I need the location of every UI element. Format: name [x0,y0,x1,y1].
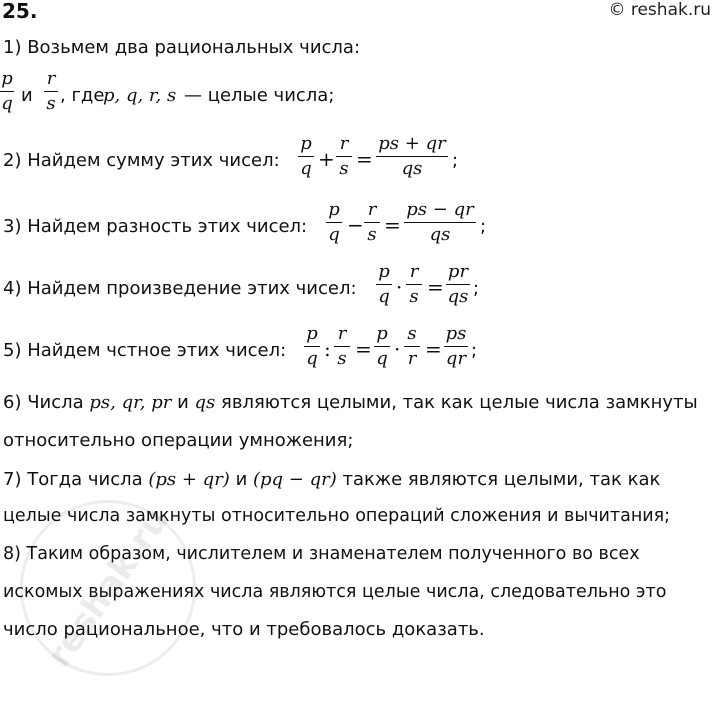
step2-text: 2) Найдем сумму этих чисел: [3,150,280,171]
step5-f4-den: r [407,348,417,369]
step4-f2 [406,261,422,308]
step1-end: — целые числа; [184,85,335,106]
step1-text: 1) Возьмем два рациональных числа: [3,37,361,58]
step6-v1: ps, qr, pr [89,392,172,413]
step5-f2-den: s [337,348,347,369]
step8-line2: искомых выражениях числа являются целые числа, следовательно это [3,582,667,602]
step1-vars: p, q, r, s [103,85,177,106]
step5-f3-num: p [376,323,388,344]
step1-conj: и [21,85,33,106]
step2-result-den: qs [401,158,423,179]
step4-f2-den: s [409,286,419,307]
step2-f2-num: r [339,133,349,154]
step6-c: являются целыми, так как целые числа замкнуты [221,392,698,413]
step2-end: ; [452,150,459,171]
step3-f1-num: p [328,199,340,220]
step6-b: и [177,392,189,413]
step5-f3 [374,323,390,370]
step5-result-den: qr [445,348,467,369]
step5-op2: · [394,337,401,361]
step1-frac1-num: p [1,68,13,89]
step3-f2 [364,199,380,246]
step7-line2: целые числа замкнуты относительно операций сложения и вычитания; [3,506,671,526]
step2-f1-num: p [300,133,312,154]
step1-frac1-den: q [1,93,13,114]
step3-text: 3) Найдем разность этих чисел: [3,216,308,237]
step4-f1 [376,261,392,308]
step5-f3-den: q [376,348,388,369]
step1-frac2-den: s [46,93,56,114]
step4-op: · [396,275,403,299]
step5-f1-den: q [306,348,318,369]
problem-number: 25. [2,0,38,23]
step2-op: + [318,147,335,171]
step5-f4-num: s [407,323,417,344]
step7-line1 [3,469,660,490]
step1-frac2-num: r [46,68,56,89]
step5-text: 5) Найдем чстное этих чисел: [3,340,287,361]
step3-result-num: ps − qr [406,199,474,220]
step5-eq2: = [425,337,442,361]
step5-op: : [324,337,331,361]
step7-e2: (pq − qr) [253,469,337,490]
step5-result [444,323,468,370]
step4-end: ; [473,278,480,299]
step6-v2: qs [194,392,216,413]
step3-end: ; [480,216,487,237]
step2-f2-den: s [339,158,349,179]
step2-eq: = [356,147,373,171]
step5-f1 [304,323,320,370]
step5-eq1: = [355,337,372,361]
step5-f1-num: p [306,323,318,344]
step3-f1-den: q [328,224,340,245]
step4-result [446,261,470,308]
step3-op: − [347,213,364,237]
step7-a: 7) Тогда числа [3,469,143,490]
step4-text: 4) Найдем произведение этих чисел: [3,278,357,299]
step2-f1-den: q [300,158,312,179]
step1-frac2 [44,68,58,115]
step3-f1 [326,199,342,246]
step1-where: , где [60,85,105,106]
step7-e1: (ps + qr) [148,469,230,490]
step6-line2: относительно операции умножения; [3,430,354,451]
step5-result-num: ps [445,323,467,344]
step3-result [404,199,476,246]
step6-line1 [3,392,698,413]
step1-frac1 [0,68,14,115]
step8-line3: число рациональное, что и требовалось доказать. [3,619,485,640]
step4-result-den: qs [447,286,469,307]
step2-f1 [298,133,314,180]
step5-f4 [404,323,420,370]
watermark-stamp-text: reshak.ru [38,501,178,675]
step3-f2-num: r [367,199,377,220]
step6-a: 6) Числа [3,392,84,413]
step4-result-num: pr [447,261,469,282]
step8-line1: 8) Таким образом, числителем и знаменателем полученного во всех [3,544,640,564]
step4-f1-den: q [378,286,390,307]
step7-c: также являются целыми, так как [342,469,661,490]
step4-eq: = [427,275,444,299]
step3-f2-den: s [367,224,377,245]
site-watermark: © reshak.ru [608,0,711,20]
step4-f1-num: p [378,261,390,282]
step5-f2-num: r [337,323,347,344]
step4-f2-num: r [409,261,419,282]
step5-end: ; [471,340,478,361]
step2-result [376,133,448,180]
step2-result-num: ps + qr [378,133,446,154]
step3-eq: = [384,213,401,237]
step7-b: и [235,469,248,490]
step5-f2 [334,323,350,370]
step3-result-den: qs [429,224,451,245]
step2-f2 [336,133,352,180]
